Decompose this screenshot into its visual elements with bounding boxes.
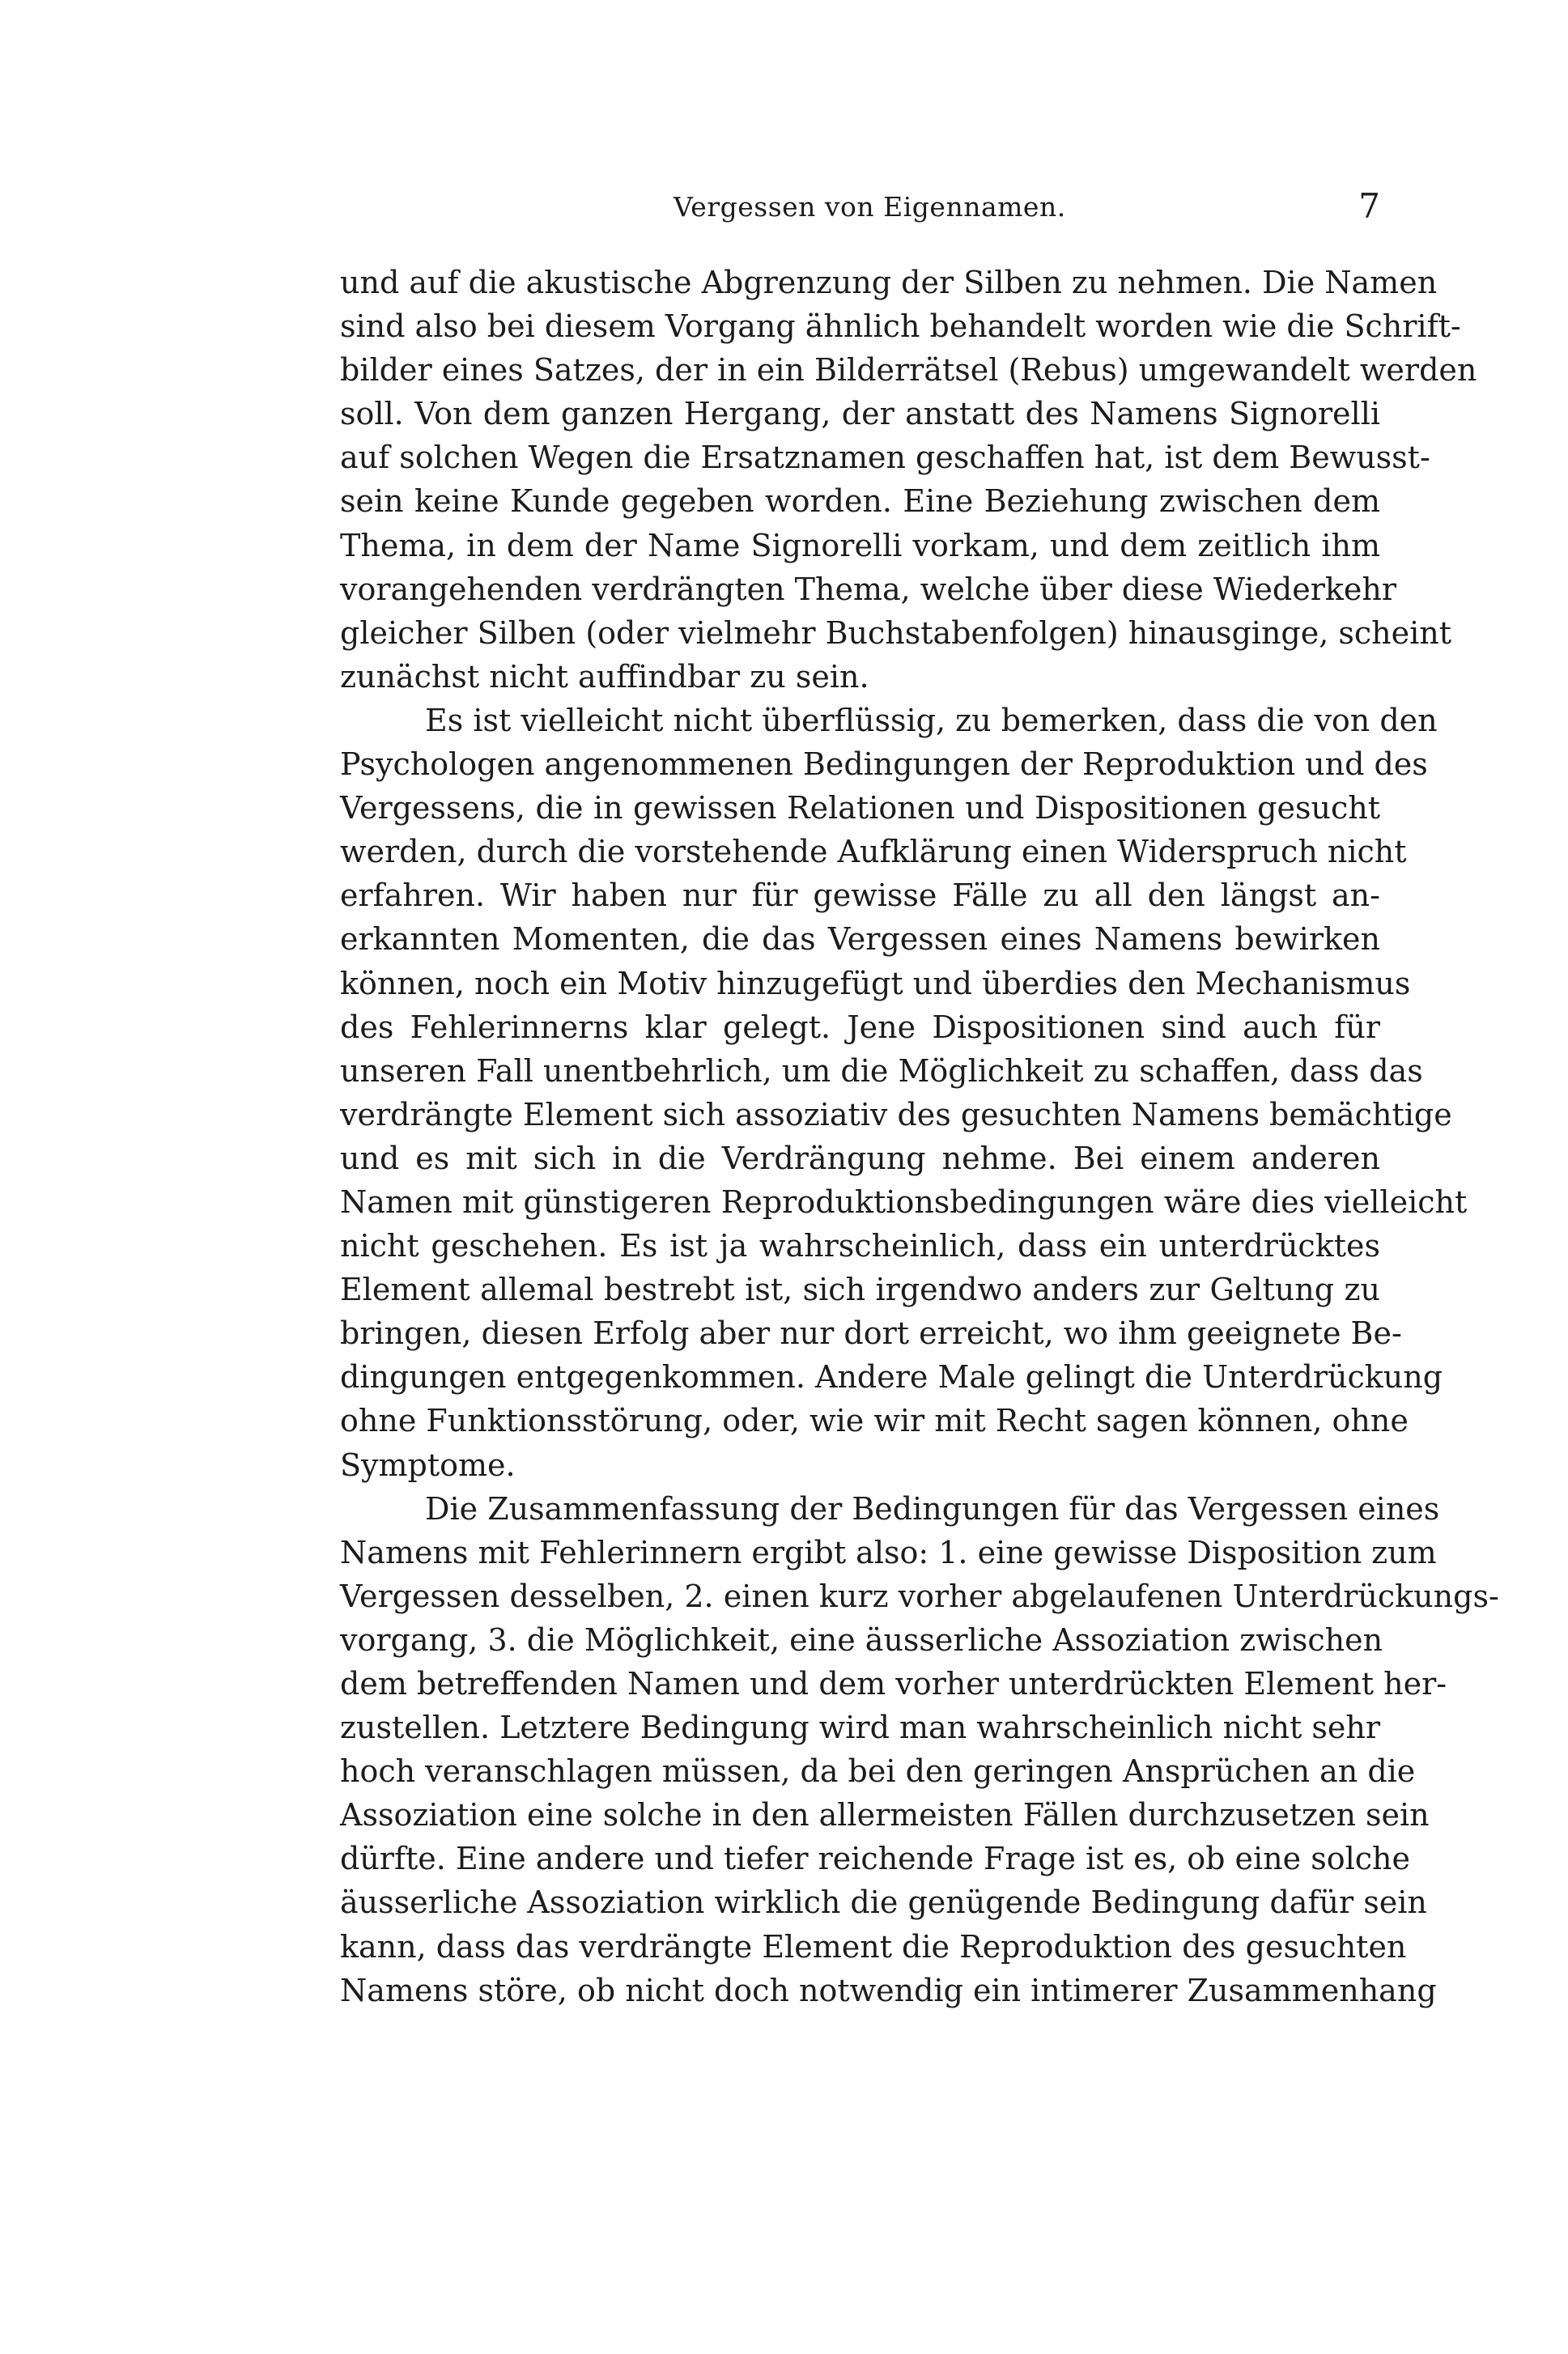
body-text <box>340 261 1499 2012</box>
text-line: Psychologen angenommenen Bedingungen der Reproduktion und des <box>340 746 1428 783</box>
text-line: dem betreffenden Namen und dem vorher unterdrückten Element her- <box>340 1666 1447 1702</box>
text-line: Namens störe, ob nicht doch notwendig ein intimerer Zusammenhang <box>340 1972 1437 2008</box>
text-line: kann, dass das verdrängte Element die Reproduktion des gesuchten <box>340 1928 1407 1965</box>
text-line: Es ist vielleicht nicht überflüssig, zu bemerken, dass die von den <box>425 702 1438 738</box>
text-line: verdrängte Element sich assoziativ des gesuchten Namens bemächtige <box>340 1096 1452 1132</box>
text-line: dürfte. Eine andere und tiefer reichende Frage ist es, ob eine solche <box>340 1841 1411 1877</box>
text-line: zunächst nicht auffindbar zu sein. <box>340 658 869 695</box>
text-line: und auf die akustische Abgrenzung der Silben zu nehmen. Die Namen <box>340 265 1438 300</box>
running-title: Vergessen von Eigennamen. <box>674 191 1066 223</box>
text-line: gleicher Silben (oder vielmehr Buchstabenfolgen) hinausginge, scheint <box>340 614 1452 651</box>
text-line: sind also bei diesem Vorgang ähnlich behandelt worden wie die Schrift- <box>340 308 1461 345</box>
running-head <box>340 186 1380 243</box>
text-line: äusserliche Assoziation wirklich die genügende Bedingung dafür sein <box>340 1884 1427 1921</box>
text-line: nicht geschehen. Es ist ja wahrscheinlich, dass ein unterdrücktes <box>340 1228 1380 1264</box>
text-line: Namens mit Fehlerinnern ergibt also: 1. eine gewisse Disposition zum <box>340 1534 1437 1570</box>
page-number: 7 <box>1358 186 1380 226</box>
text-line: soll. Von dem ganzen Hergang, der anstatt des Namens Signorelli <box>340 396 1380 432</box>
text-line: Assoziation eine solche in den allermeisten Fällen durchzusetzen sein <box>340 1797 1430 1833</box>
text-line: und es mit sich in die Verdrängung nehme. Bei einem anderen <box>340 1140 1380 1176</box>
text-line: Element allemal bestrebt ist, sich irgendwo anders zur Geltung zu <box>340 1272 1380 1308</box>
text-line: vorgang, 3. die Möglichkeit, eine äusserliche Assoziation zwischen <box>340 1621 1383 1658</box>
text-line: erkannten Momenten, die das Vergessen eines Namens bewirken <box>340 921 1380 958</box>
text-line: bilder eines Satzes, der in ein Bilderrätsel (Rebus) umgewandelt werden <box>340 352 1477 389</box>
text-line: können, noch ein Motiv hinzugefügt und überdies den Mechanismus <box>340 965 1411 1001</box>
text-line: zustellen. Letztere Bedingung wird man wahrscheinlich nicht sehr <box>340 1710 1380 1746</box>
text-line: sein keine Kunde gegeben worden. Eine Beziehung zwischen dem <box>340 483 1380 520</box>
text-line: Namen mit günstigeren Reproduktionsbedingungen wäre dies vielleicht <box>340 1183 1468 1220</box>
text-line: auf solchen Wegen die Ersatznamen geschaffen hat, ist dem Bewusst- <box>340 440 1430 476</box>
text-line: vorangehenden verdrängten Thema, welche über diese Wiederkehr <box>340 571 1397 607</box>
text-line: Thema, in dem der Name Signorelli vorkam, und dem zeitlich ihm <box>340 527 1380 563</box>
text-line: Die Zusammenfassung der Bedingungen für das Vergessen eines <box>425 1490 1440 1527</box>
text-line: des Fehlerinnerns klar gelegt. Jene Dispositionen sind auch für <box>340 1009 1380 1045</box>
text-line: Vergessens, die in gewissen Relationen und Dispositionen gesucht <box>340 790 1380 826</box>
book-page <box>340 186 1499 2012</box>
text-line: Vergessen desselben, 2. einen kurz vorher abgelaufenen Unterdrückungs- <box>340 1578 1499 1614</box>
text-line: Symptome. <box>340 1447 516 1483</box>
text-line: werden, durch die vorstehende Aufklärung einen Widerspruch nicht <box>340 834 1407 870</box>
text-line: hoch veranschlagen müssen, da bei den geringen Ansprüchen an die <box>340 1753 1416 1790</box>
text-line: ohne Funktionsstörung, oder, wie wir mit Recht sagen können, ohne <box>340 1403 1409 1439</box>
text-line: bringen, diesen Erfolg aber nur dort erreicht, wo ihm geeignete Be- <box>340 1315 1402 1352</box>
text-line: erfahren. Wir haben nur für gewisse Fälle zu all den längst an- <box>340 877 1380 914</box>
text-line: dingungen entgegenkommen. Andere Male gelingt die Unterdrückung <box>340 1359 1443 1396</box>
text-line: unseren Fall unentbehrlich, um die Möglichkeit zu schaffen, dass das <box>340 1052 1423 1089</box>
